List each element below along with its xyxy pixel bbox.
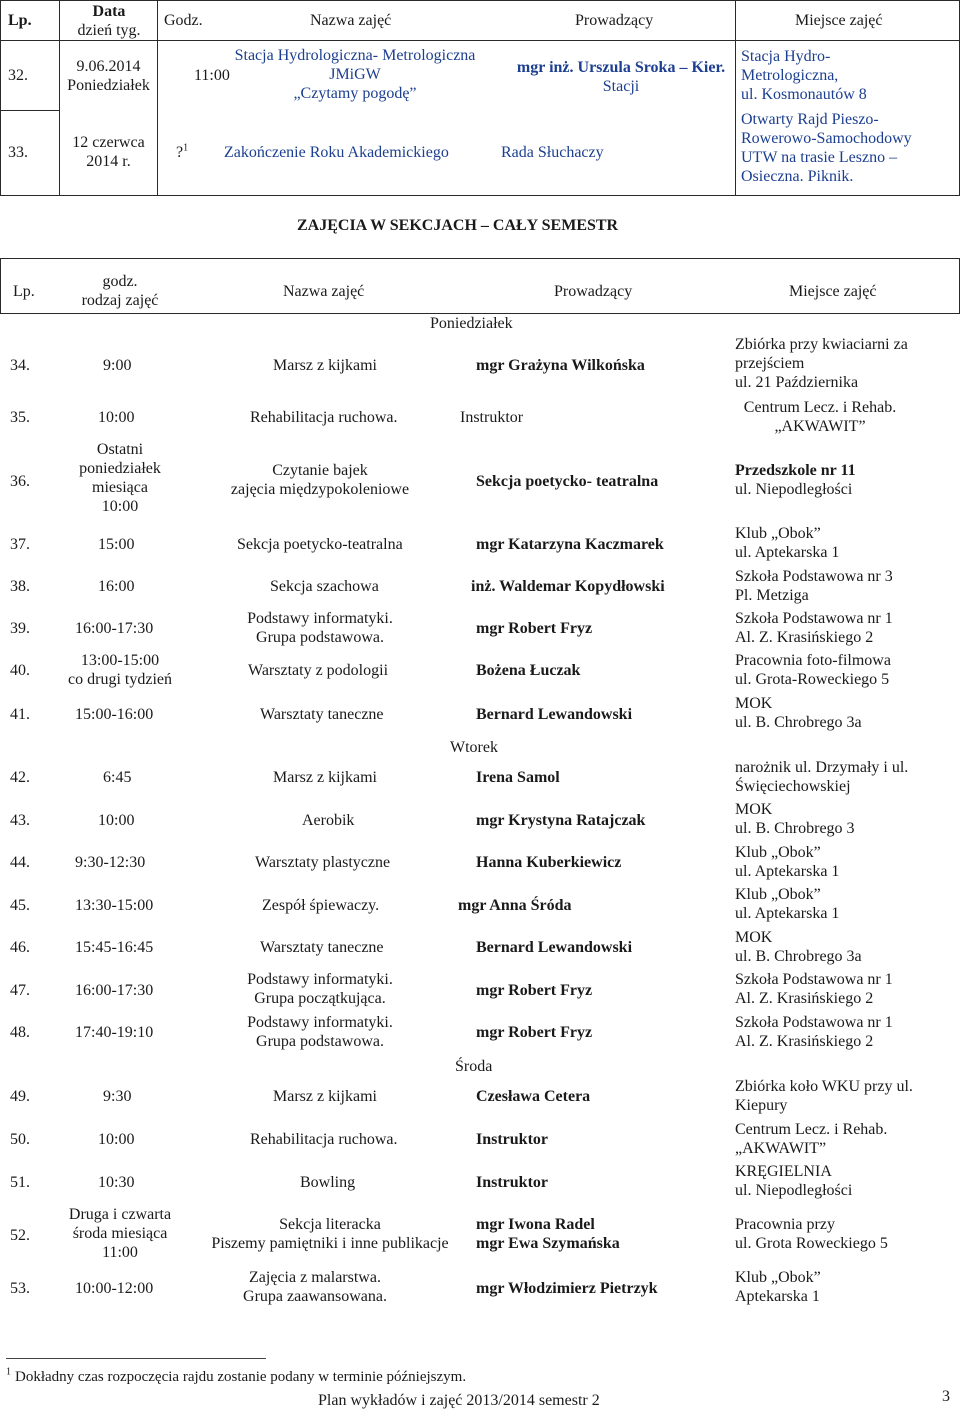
row-lp: 39. bbox=[10, 620, 30, 637]
row-leader: Czesława Cetera bbox=[476, 1088, 591, 1105]
row-leader: Instruktor bbox=[460, 409, 524, 426]
row-leader: Bożena Łuczak bbox=[476, 662, 581, 679]
row-leader: Instruktor bbox=[476, 1174, 549, 1191]
footnote-rule bbox=[6, 1358, 266, 1359]
row-name: Warsztaty taneczne bbox=[260, 706, 384, 723]
row-lp: 37. bbox=[10, 536, 30, 553]
row-place: Szkoła Podstawowa nr 3 Pl. Metziga bbox=[735, 568, 893, 604]
row-place: Pracownia foto-filmowa ul. Grota-Roweckiego 5 bbox=[735, 652, 891, 688]
row-time: 10:30 bbox=[98, 1174, 135, 1191]
row-leader: Bernard Lewandowski bbox=[476, 706, 633, 723]
row-place: Klub „Obok” ul. Aptekarska 1 bbox=[735, 844, 840, 880]
row-name: Podstawy informatyki. Grupa podstawowa. bbox=[247, 610, 393, 646]
row-time: 17:40-19:10 bbox=[75, 1024, 154, 1041]
row-lp: 38. bbox=[10, 578, 30, 595]
row-leader: mgr Iwona Radel mgr Ewa Szymańska bbox=[476, 1216, 620, 1252]
row-name: Podstawy informatyki. Grupa początkująca. bbox=[247, 971, 393, 1007]
row-time: 13:30-15:00 bbox=[75, 897, 154, 914]
row-time: 15:00 bbox=[98, 536, 135, 553]
row-leader: Instruktor bbox=[476, 1131, 549, 1148]
row-time: Druga i czwarta środa miesiąca 11:00 bbox=[68, 1206, 172, 1261]
row-time: 15:45-16:45 bbox=[75, 939, 154, 956]
row-time: 10:00 bbox=[98, 1131, 135, 1148]
row-place: Zbiórka przy kwiaciarni za przejściem ul. 21 Października bbox=[735, 336, 908, 391]
row-leader: mgr Grażyna Wilkońska bbox=[476, 357, 645, 374]
row-name: Warsztaty taneczne bbox=[260, 939, 384, 956]
row-place: Pracownia przy ul. Grota Roweckiego 5 bbox=[735, 1216, 888, 1252]
row-place: Szkoła Podstawowa nr 1 Al. Z. Krasińskiego 2 bbox=[735, 610, 893, 646]
row-name: Stacja Hydrologiczna- Metrologiczna JMiGW „Czytamy pogodę” bbox=[234, 47, 476, 102]
row-leader: Hanna Kuberkiewicz bbox=[476, 854, 622, 871]
row-time: 9:00 bbox=[103, 357, 132, 374]
row-place: Klub „Obok” Aptekarska 1 bbox=[735, 1269, 821, 1305]
row-name: Zajęcia z malarstwa. Grupa zaawansowana. bbox=[243, 1269, 387, 1305]
row-leader: mgr Anna Śróda bbox=[458, 897, 572, 914]
header-leader: Prowadzący bbox=[575, 12, 654, 29]
row-lp: 53. bbox=[10, 1280, 30, 1297]
row-time: 15:00-16:00 bbox=[75, 706, 154, 723]
row-leader: mgr Robert Fryz bbox=[476, 620, 593, 637]
row-name: Zespół śpiewaczy. bbox=[262, 897, 380, 914]
footnote-mark: 1 bbox=[183, 142, 189, 154]
row-place: MOK ul. B. Chrobrego 3a bbox=[735, 695, 862, 731]
row-name: Sekcja poetycko-teatralna bbox=[237, 536, 403, 553]
row-lp: 32. bbox=[8, 67, 28, 84]
row-name: Marsz z kijkami bbox=[273, 1088, 377, 1105]
row-leader: Rada Słuchaczy bbox=[501, 144, 604, 161]
row-name: Marsz z kijkami bbox=[273, 357, 377, 374]
row-lp: 33. bbox=[8, 144, 28, 161]
header-place: Miejsce zajęć bbox=[789, 283, 877, 300]
row-name: Czytanie bajek zajęcia międzypokoleniowe bbox=[230, 462, 410, 498]
header-lp: Lp. bbox=[8, 12, 32, 29]
row-lp: 41. bbox=[10, 706, 30, 723]
footnote-text: Dokładny czas rozpoczęcia rajdu zostanie podany w terminie późniejszym. bbox=[15, 1369, 467, 1385]
row-time: 6:45 bbox=[103, 769, 132, 786]
footnote-mark: 1 bbox=[6, 1366, 11, 1378]
row-time: 10:00 bbox=[98, 812, 135, 829]
row-leader: mgr inż. Urszula Sroka – Kier. Stacji bbox=[516, 59, 726, 95]
row-place: MOK ul. B. Chrobrego 3a bbox=[735, 929, 862, 965]
header-time: Godz. bbox=[164, 12, 203, 29]
header-date: Data dzień tyg. bbox=[77, 3, 141, 39]
row-place: Zbiórka koło WKU przy ul. Kiepury bbox=[735, 1078, 913, 1114]
row-name: Warsztaty plastyczne bbox=[255, 854, 391, 871]
row-name: Warsztaty z podologii bbox=[248, 662, 389, 679]
row-leader: mgr Robert Fryz bbox=[476, 982, 593, 999]
row-place: Szkoła Podstawowa nr 1 Al. Z. Krasińskiego 2 bbox=[735, 1014, 893, 1050]
row-name: Bowling bbox=[300, 1174, 356, 1191]
row-time: Ostatni poniedziałek miesiąca 10:00 bbox=[79, 441, 161, 515]
section-title: ZAJĘCIA W SEKCJACH – CAŁY SEMESTR bbox=[297, 217, 619, 234]
row-leader: Bernard Lewandowski bbox=[476, 939, 633, 956]
row-place: Centrum Lecz. i Rehab. „AKWAWIT” bbox=[735, 1121, 888, 1157]
row-lp: 51. bbox=[10, 1174, 30, 1191]
row-time: 10:00-12:00 bbox=[75, 1280, 154, 1297]
row-leader: mgr Katarzyna Kaczmarek bbox=[476, 536, 664, 553]
row-place: Przedszkole nr 11 ul. Niepodległości bbox=[735, 462, 856, 498]
header-name: Nazwa zajęć bbox=[310, 12, 392, 29]
row-date: 9.06.2014 Poniedziałek bbox=[67, 58, 150, 94]
row-time: 10:00 bbox=[98, 409, 135, 426]
row-name: Marsz z kijkami bbox=[273, 769, 377, 786]
row-leader: inż. Waldemar Kopydłowski bbox=[471, 578, 665, 595]
row-place: Klub „Obok” ul. Aptekarska 1 bbox=[735, 886, 840, 922]
row-lp: 46. bbox=[10, 939, 30, 956]
row-lp: 36. bbox=[10, 473, 30, 490]
row-lp: 43. bbox=[10, 812, 30, 829]
row-time: 16:00 bbox=[98, 578, 135, 595]
row-name: Sekcja szachowa bbox=[270, 578, 379, 595]
row-place: KRĘGIELNIA ul. Niepodległości bbox=[735, 1163, 853, 1199]
row-lp: 40. bbox=[10, 662, 30, 679]
row-lp: 47. bbox=[10, 982, 30, 999]
header-leader: Prowadzący bbox=[554, 283, 633, 300]
row-place: narożnik ul. Drzymały i ul. Święciechowskiej bbox=[735, 759, 909, 795]
row-time: 9:30 bbox=[103, 1088, 132, 1105]
row-time: 16:00-17:30 bbox=[75, 982, 154, 999]
day-heading-wednesday: Środa bbox=[455, 1058, 493, 1075]
header-lp: Lp. bbox=[13, 283, 35, 300]
footnote bbox=[6, 1367, 466, 1387]
footer-title: Plan wykładów i zajęć 2013/2014 semestr 2 bbox=[318, 1392, 600, 1409]
row-lp: 42. bbox=[10, 769, 30, 786]
row-leader: mgr Robert Fryz bbox=[476, 1024, 593, 1041]
day-heading-tuesday: Wtorek bbox=[450, 739, 498, 756]
row-lp: 34. bbox=[10, 357, 30, 374]
row-lp: 52. bbox=[10, 1227, 30, 1244]
row-lp: 49. bbox=[10, 1088, 30, 1105]
row-place: Stacja Hydro- Metrologiczna, ul. Kosmonautów 8 bbox=[741, 48, 867, 103]
row-lp: 44. bbox=[10, 854, 30, 871]
header-time: godz. rodzaj zajęć bbox=[81, 273, 159, 309]
row-leader: mgr Krystyna Ratajczak bbox=[476, 812, 646, 829]
row-name: Podstawy informatyki. Grupa podstawowa. bbox=[247, 1014, 393, 1050]
row-place: Otwarty Rajd Pieszo- Rowerowo-Samochodowy UTW na trasie Leszno – Osieczna. Piknik. bbox=[741, 111, 912, 185]
row-leader: Sekcja poetycko- teatralna bbox=[476, 473, 659, 490]
row-place: Szkoła Podstawowa nr 1 Al. Z. Krasińskiego 2 bbox=[735, 971, 893, 1007]
row-name: Zakończenie Roku Akademickiego bbox=[224, 144, 449, 161]
row-place: Centrum Lecz. i Rehab. „AKWAWIT” bbox=[743, 399, 897, 435]
row-name: Sekcja literacka Piszemy pamiętniki i inne publikacje bbox=[211, 1216, 449, 1252]
row-time: ?$^1$ bbox=[176, 142, 189, 161]
row-date: 12 czerwca 2014 r. bbox=[72, 134, 145, 170]
row-name: Rehabilitacja ruchowa. bbox=[250, 1131, 398, 1148]
row-time: 13:00-15:00 co drugi tydzień bbox=[68, 652, 172, 688]
row-place: MOK ul. B. Chrobrego 3 bbox=[735, 801, 855, 837]
row-lp: 50. bbox=[10, 1131, 30, 1148]
header-place: Miejsce zajęć bbox=[795, 12, 883, 29]
row-name: Aerobik bbox=[302, 812, 355, 829]
row-leader: Irena Samol bbox=[476, 769, 560, 786]
row-place: Klub „Obok” ul. Aptekarska 1 bbox=[735, 525, 840, 561]
header-name: Nazwa zajęć bbox=[283, 283, 365, 300]
row-lp: 45. bbox=[10, 897, 30, 914]
row-lp: 35. bbox=[10, 409, 30, 426]
row-time: 11:00 bbox=[194, 67, 230, 84]
page-number: 3 bbox=[942, 1388, 950, 1405]
row-time: 9:30-12:30 bbox=[75, 854, 146, 871]
row-leader: mgr Włodzimierz Pietrzyk bbox=[476, 1280, 658, 1297]
row-lp: 48. bbox=[10, 1024, 30, 1041]
row-time: 16:00-17:30 bbox=[75, 620, 154, 637]
day-heading-monday: Poniedziałek bbox=[430, 315, 513, 332]
row-name: Rehabilitacja ruchowa. bbox=[250, 409, 398, 426]
